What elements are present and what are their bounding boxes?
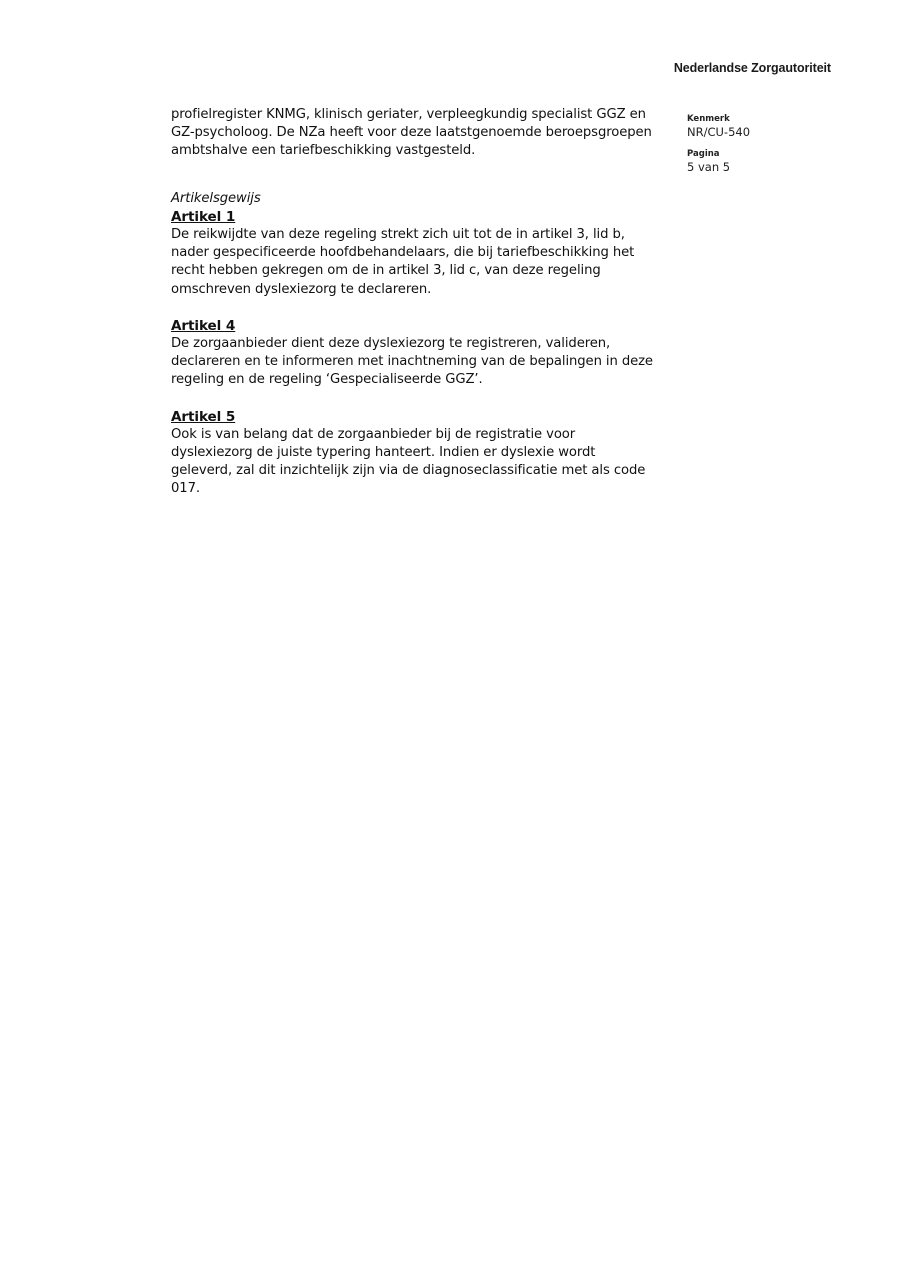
text-line: Ook is van belang dat de zorgaanbieder bij de registratie voor bbox=[171, 426, 576, 442]
article-body bbox=[171, 335, 679, 390]
organization-name: Nederlandse Zorgautoriteit bbox=[673, 61, 831, 75]
text-line: De reikwijdte van deze regeling strekt zich uit tot de in artikel 3, lid b, bbox=[171, 227, 625, 243]
text-line: 017. bbox=[171, 481, 200, 497]
article-body bbox=[171, 426, 679, 499]
section-title: Artikelsgewijs bbox=[171, 190, 261, 206]
text-line: ambtshalve een tariefbeschikking vastgesteld. bbox=[171, 143, 476, 159]
text-line: GZ-psycholoog. De NZa heeft voor deze laatstgenoemde beroepsgroepen bbox=[171, 125, 652, 141]
text-line: recht hebben gekregen om de in artikel 3, lid c, van deze regeling bbox=[171, 263, 601, 279]
pagina-label: Pagina bbox=[687, 149, 720, 159]
kenmerk-label: Kenmerk bbox=[687, 114, 730, 124]
article-heading: Artikel 5 bbox=[171, 408, 236, 425]
text-line: nader gespecificeerde hoofdbehandelaars, die bij tariefbeschikking het bbox=[171, 245, 635, 261]
document-metadata bbox=[687, 113, 837, 183]
text-line: regeling en de regeling ‘Gespecialiseerde GGZ’. bbox=[171, 372, 483, 388]
text-line: De zorgaanbieder dient deze dyslexiezorg te registreren, valideren, bbox=[171, 336, 611, 352]
text-line: dyslexiezorg de juiste typering hanteert. Indien er dyslexie wordt bbox=[171, 445, 596, 461]
text-line: profielregister KNMG, klinisch geriater, verpleegkundig specialist GGZ en bbox=[171, 107, 646, 122]
intro-paragraph bbox=[171, 106, 679, 161]
text-line: geleverd, zal dit inzichtelijk zijn via de diagnoseclassificatie met als code bbox=[171, 463, 646, 479]
pagina-value: 5 van 5 bbox=[687, 160, 731, 174]
text-line: declareren en te informeren met inachtneming van de bepalingen in deze bbox=[171, 354, 653, 370]
article-body bbox=[171, 226, 679, 299]
document-body bbox=[171, 106, 679, 517]
article-heading: Artikel 4 bbox=[171, 317, 236, 334]
article-heading: Artikel 1 bbox=[171, 208, 236, 225]
kenmerk-value: NR/CU-540 bbox=[687, 125, 751, 139]
text-line: omschreven dyslexiezorg te declareren. bbox=[171, 281, 432, 297]
